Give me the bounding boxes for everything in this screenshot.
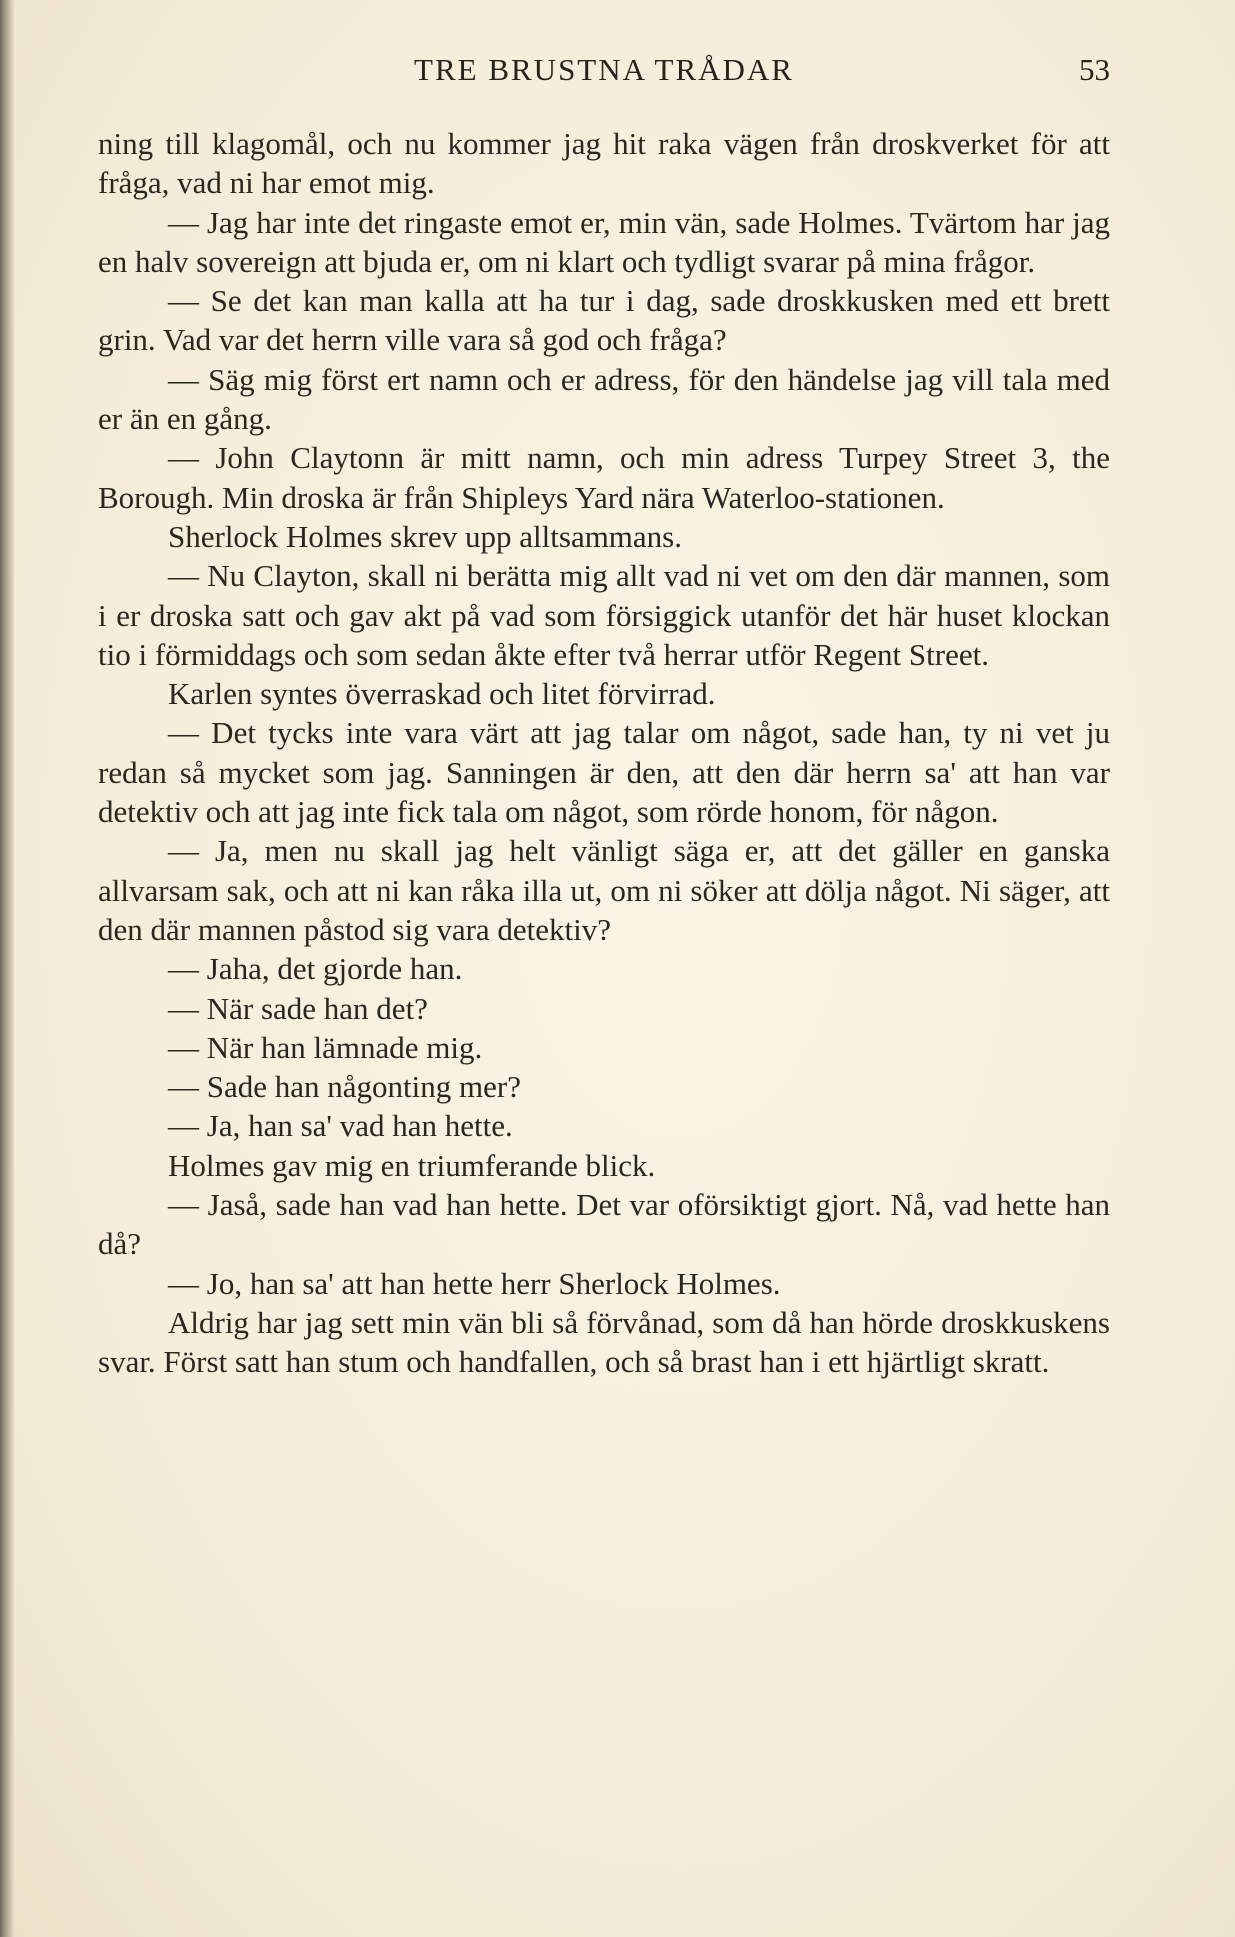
paragraph-narration: Aldrig har jag sett min vän bli så förvånad, som då han hörde droskkuskens svar. Först satt han stum och handfallen, och så brast han i ett hjärtligt skratt. xyxy=(98,1304,1110,1380)
paragraph-dialogue: — Ja, han sa' vad han hette. xyxy=(168,1108,513,1144)
page-number: 53 xyxy=(1079,52,1110,87)
paragraph-dialogue: — Säg mig först ert namn och er adress, för den händelse jag vill tala med er än en gång. xyxy=(98,361,1110,437)
paragraph-dialogue: — Jaså, sade han vad han hette. Det var oförsiktigt gjort. Nå, vad hette han då? xyxy=(98,1187,1110,1262)
paragraph-dialogue: — Sade han någonting mer? xyxy=(168,1069,521,1105)
paragraph-dialogue: — John Claytonn är mitt namn, och min adress Turpey Street 3, the Borough. Min droska är från Shipleys Yard nära Waterloo-stationen. xyxy=(98,440,1110,515)
paragraph-narration: Sherlock Holmes skrev upp alltsammans. xyxy=(168,518,682,554)
paragraph-dialogue: — Jo, han sa' att han hette herr Sherlock Holmes. xyxy=(168,1265,781,1301)
paragraph-dialogue: — När sade han det? xyxy=(168,990,428,1026)
paragraph-dialogue: — Nu Clayton, skall ni berätta mig allt vad ni vet om den där mannen, som i er droska satt och gav akt på vad som försiggick utanför det här huset klockan tio i förmiddags och som sedan åkte efter två herrar utför Regent Street. xyxy=(98,558,1110,672)
paragraph-dialogue: — Jaha, det gjorde han. xyxy=(168,951,463,987)
running-title: TRE BRUSTNA TRÅDAR xyxy=(414,52,794,87)
paragraph-dialogue: — Se det kan man kalla att ha tur i dag, sade droskkusken med ett brett grin. Vad var det herrn ville vara så god och fråga? xyxy=(98,283,1110,358)
page-header xyxy=(98,52,1110,102)
paragraph-dialogue: — Ja, men nu skall jag helt vänligt säga er, att det gäller en ganska allvarsam sak, och att ni kan råka illa ut, om ni söker att dölja något. Ni säger, att den där mannen påstod sig vara detektiv? xyxy=(98,833,1110,947)
paragraph-continuation: ning till klagomål, och nu kommer jag hit raka vägen från droskverket för att fråga, vad ni har emot mig. xyxy=(98,126,1110,201)
paragraph-dialogue: — Jag har inte det ringaste emot er, min vän, sade Holmes. Tvärtom har jag en halv sovereign att bjuda er, om ni klart och tydligt svarar på mina frågor. xyxy=(98,204,1110,279)
body-text xyxy=(98,124,1110,1382)
paragraph-dialogue: — Det tycks inte vara värt att jag talar om något, sade han, ty ni vet ju redan så mycket som jag. Sanningen är den, att den där herrn sa' att han var detektiv och att jag inte fick tala om något, som rörde honom, för någon. xyxy=(98,715,1110,830)
paragraph-narration: Karlen syntes överraskad och litet förvirrad. xyxy=(168,676,716,712)
paragraph-dialogue: — När han lämnade mig. xyxy=(168,1029,483,1065)
paragraph-narration: Holmes gav mig en triumferande blick. xyxy=(168,1147,656,1183)
book-spine-shadow xyxy=(0,0,14,1937)
